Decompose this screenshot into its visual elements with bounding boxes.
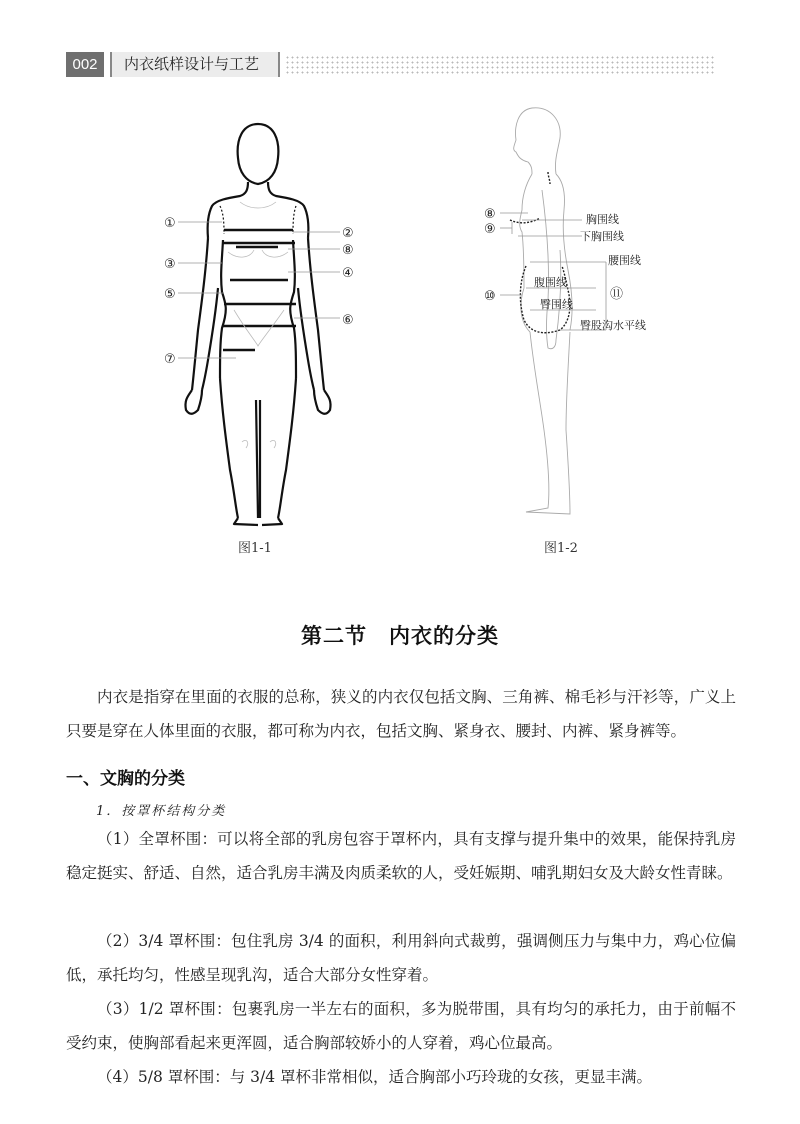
item-half-cup: （3）1/2 罩杯围：包裹乳房一半左右的面积，多为脱带围，具有均匀的承托力，由于前幅不受约束，使胸部看起来更浑圆，适合胸部较娇小的人穿着，鸡心位最高。: [66, 1000, 736, 1052]
marker-10: ⑩: [484, 289, 496, 304]
marker-6: ⑥: [342, 313, 354, 328]
marker-8: ⑧: [484, 207, 496, 222]
side-body-illustration: [470, 100, 690, 530]
subsubsection-title: 1．按罩杯结构分类: [96, 804, 227, 819]
marker-4: ④: [342, 266, 354, 281]
figure-side-body: [470, 100, 690, 530]
label-hip-line: 臀围线: [540, 298, 573, 311]
page-number: 002: [66, 52, 104, 77]
figure-1-caption: 图1-1: [238, 541, 272, 556]
section-title: 第二节 内衣的分类: [301, 624, 499, 648]
label-bust-line: 胸围线: [586, 213, 619, 226]
marker-5: ⑤: [164, 287, 176, 302]
front-body-illustration: [150, 110, 380, 530]
label-waist-line: 腰围线: [608, 254, 641, 267]
marker-1: ①: [164, 216, 176, 231]
label-under-bust-line: 下胸围线: [580, 230, 624, 243]
book-title: 内衣纸样设计与工艺: [112, 52, 278, 77]
figure-2-caption: 图1-2: [544, 541, 578, 556]
marker-3: ③: [164, 257, 176, 272]
marker-11: ⑪: [610, 287, 624, 302]
figure-front-body: [150, 110, 380, 530]
marker-2: ②: [342, 226, 354, 241]
marker-9: ⑨: [484, 222, 496, 237]
label-abdomen-line: 腹围线: [534, 276, 567, 289]
marker-8: ⑧: [342, 243, 354, 258]
running-header: [66, 52, 280, 77]
label-gluteal-fold-line: 臀股沟水平线: [580, 319, 646, 332]
item-full-cup: （1）全罩杯围：可以将全部的乳房包容于罩杯内，具有支撑与提升集中的效果，能保持乳房稳定挺实、舒适、自然，适合乳房丰满及肉质柔软的人，受妊娠期、哺乳期妇女及大龄女性青睐。: [66, 830, 736, 882]
item-five-eighths-cup: （4）5/8 罩杯围：与 3/4 罩杯非常相似，适合胸部小巧玲珑的女孩，更显丰满。: [97, 1068, 653, 1086]
subsection-title: 一、文胸的分类: [66, 769, 185, 789]
header-dot-pattern: [285, 55, 715, 75]
intro-paragraph: 内衣是指穿在里面的衣服的总称，狭义的内衣仅包括文胸、三角裤、棉毛衫与汗衫等，广义上只要是穿在人体里面的衣服，都可称为内衣，包括文胸、紧身衣、腰封、内裤、紧身裤等。: [66, 688, 736, 740]
marker-7: ⑦: [164, 352, 176, 367]
item-three-quarter-cup: （2）3/4 罩杯围：包住乳房 3/4 的面积，利用斜向式裁剪，强调侧压力与集中力，鸡心位偏低，承托均匀，性感呈现乳沟，适合大部分女性穿着。: [66, 932, 736, 984]
header-divider: [278, 52, 280, 77]
